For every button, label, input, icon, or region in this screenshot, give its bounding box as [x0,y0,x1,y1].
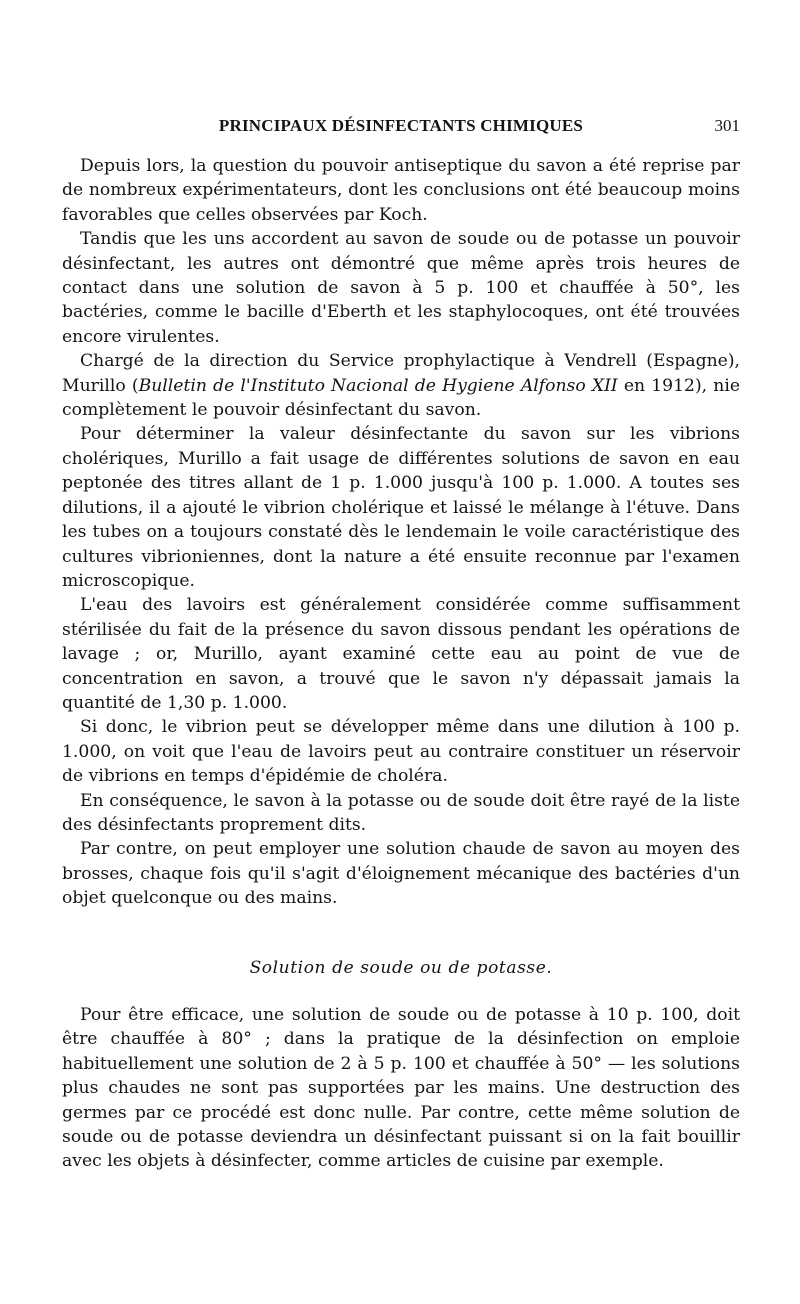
running-head [62,116,740,142]
page-number: 301 [714,116,740,135]
bulletin-citation: Bulletin de l'Instituto Nacional de Hygiene Alfonso XII [138,375,618,396]
section-heading: Solution de soude ou de potasse. [249,958,553,978]
paragraph: Tandis que les uns accordent au savon de soude ou de potasse un pouvoir désinfectant, les autres ont démontré que même après trois heures de contact dans une solution de savon à 5 p. 100 et chauffée à 50°, les bactéries, comme le bacille d'Eberth et les staphylocoques, ont été trouvées encore virulentes. [62,229,740,347]
paragraph: Si donc, le vibrion peut se développer même dans une dilution à 100 p. 1.000, on voit que l'eau de lavoirs peut au contraire constituer un réservoir de vibrions en temps d'épidémie de choléra. [62,717,740,787]
paragraph: Depuis lors, la question du pouvoir antiseptique du savon a été reprise par de nombreux expérimentateurs, dont les conclusions ont été beaucoup moins favorables que celles observées par Koch. [62,156,740,225]
paragraph-text: en 1912), nie complètement le pouvoir désinfectant du savon. [62,375,740,421]
paragraph: En conséquence, le savon à la potasse ou de soude doit être rayé de la liste des désinfectants proprement dits. [62,790,740,835]
section-text [62,1003,740,1174]
paragraph-with-citation [62,349,740,422]
paragraph-text: Chargé de la direction du Service prophylactique à Vendrell (Espagne), Murillo ( [62,351,740,396]
running-title: PRINCIPAUX DÉSINFECTANTS CHIMIQUES [218,116,584,135]
paragraph: L'eau des lavoirs est généralement considérée comme suffisamment stérilisée du fait de la présence du savon dissous pendant les opérations de lavage ; or, Murillo, ayant examiné cette eau au point de vue de concentration en savon, a trouvé que le savon n'y dépassait jamais la quantité de 1,30 p. 1.000. [62,595,740,713]
body-text [62,154,740,911]
paragraph: Par contre, on peut employer une solution chaude de savon au moyen des brosses, chaque fois qu'il s'agit d'éloignement mécanique des bactéries d'un objet quelconque ou des mains. [62,839,740,909]
paragraph: Pour déterminer la valeur désinfectante du savon sur les vibrions cholériques, Murillo a fait usage de différentes solutions de savon en eau peptonée des titres allant de 1 p. 1.000 jusqu'à 100 p. 1.000. A toutes ses dilutions, il a ajouté le vibrion cholérique et laissé le mélange à l'étuve. Dans les tubes on a toujours constaté dès le lendemain le voile caractéristique des cultures vibrioniennes, dont la nature a été ensuite reconnue par l'examen microscopique. [62,424,740,591]
paragraph: Pour être efficace, une solution de soude ou de potasse à 10 p. 100, doit être chauffée à 80° ; dans la pratique de la désinfection on emploie habituellement une solution de 2 à 5 p. 100 et chauffée à 50° — les solutions plus chaudes ne sont pas supportées par les mains. Une destruction des germes par ce procédé est donc nulle. Par contre, cette même solution de soude ou de potasse deviendra un désinfectant puissant si on la fait bouillir avec les objets à désinfecter, comme articles de cuisine par exemple. [62,1005,740,1172]
